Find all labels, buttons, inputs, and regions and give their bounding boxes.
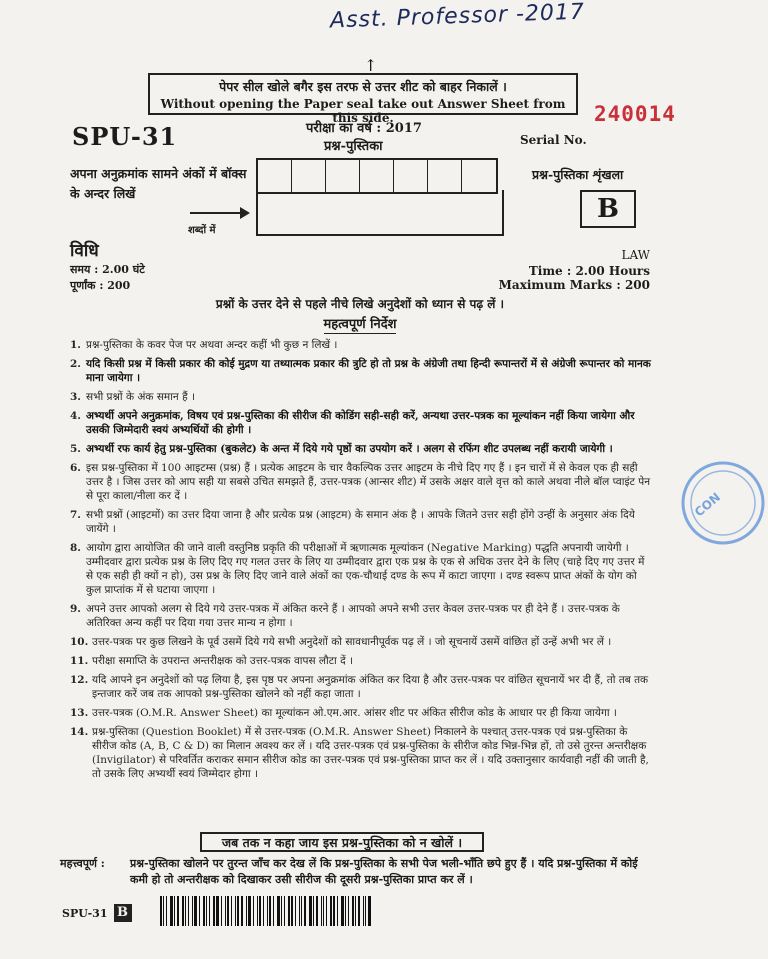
instruction-text: अभ्यर्थी अपने अनुक्रमांक, विषय एवं प्रश्न-पुस्तिका की सीरीज की कोडिंग सही-सही करें, अन्यथा उत्तर-पत्रक का मूल्यांकन नहीं किया जायेगा और उसकी जिम्मेदारी स्वयं अभ्यर्थियों की होगी । xyxy=(86,410,635,436)
barcode-bar xyxy=(288,896,290,926)
instruction-text: परीक्षा समाप्ति के उपरान्त अन्तरीक्षक को उत्तर-पत्रक वापस लौटा दें । xyxy=(92,655,353,667)
barcode-bar xyxy=(163,896,164,926)
instruction-text: आयोग द्वारा आयोजित की जाने वाली वस्तुनिष्ठ प्रकृति की परीक्षाओं में ऋणात्मक मूल्यांकन (Negative Marking) पद्धति अपनायी जायेगी । उम्मीदवार द्वारा प्रत्येक प्रश्न के लिए दिए गए गलत उत्तर के लिए या उम्मीदवार द्वारा एक प्रश्न के एक से अधिक उत्तर देने के लिए (चाहे दिए गए उत्तर में से एक सही ही क्यों न हो), उस प्रश्न के लिए दिए जाने वाले अंकों का एक-चौथाई दण्ड के रूप में काटा जाएगा । दण्ड स्वरूप प्राप्त अंकों के योग को कुल प्राप्तांक में से घटाया जाएगा । xyxy=(86,542,645,596)
barcode-bar xyxy=(237,896,239,926)
instruction-item xyxy=(70,442,654,456)
instruction-number: 4. xyxy=(70,410,81,422)
instruction-number: 13. xyxy=(70,707,89,719)
instruction-number: 9. xyxy=(70,603,81,615)
instruction-item xyxy=(70,338,654,352)
barcode-bar xyxy=(345,896,346,926)
barcode-bar xyxy=(177,896,179,926)
footer-series-badge: B xyxy=(114,904,132,922)
barcode-bar xyxy=(203,896,205,926)
barcode-bar xyxy=(330,896,332,926)
instruction-number: 10. xyxy=(70,636,89,648)
barcode-bar xyxy=(291,896,293,926)
roll-number-instruction: अपना अनुक्रमांक सामने अंकों में बॉक्स के अन्दर लिखें xyxy=(70,166,247,201)
barcode-bar xyxy=(192,896,193,926)
instruction-item xyxy=(70,461,654,503)
barcode-bar xyxy=(316,896,318,926)
roll-digit-box[interactable] xyxy=(292,160,326,192)
barcode-bar xyxy=(358,896,360,926)
paper-code: SPU-31 xyxy=(72,122,178,151)
barcode-bar xyxy=(174,896,175,926)
instructions-heading xyxy=(0,314,720,332)
barcode-bar xyxy=(284,896,285,926)
instruction-text: यदि किसी प्रश्न में किसी प्रकार की कोई मुद्रण या तथ्यात्मक प्रकार की त्रुटि हो तो प्रश्न के अंग्रेजी तथा हिन्दी रूपान्तरों में से अंग्रेजी रूपान्तर को मानक माना जायेगा । xyxy=(86,358,651,384)
booklet-label: प्रश्न-पुस्तिका xyxy=(324,139,383,154)
handwritten-note: Asst. Professor -2017 xyxy=(329,0,586,34)
barcode-bar xyxy=(227,896,229,926)
barcode-bar xyxy=(295,896,296,926)
time-english: Time : 2.00 Hours xyxy=(528,264,650,278)
instruction-number: 6. xyxy=(70,462,81,474)
barcode-bar xyxy=(209,896,210,926)
instruction-item xyxy=(70,541,654,597)
arrow-head-icon xyxy=(240,207,250,219)
barcode-bar xyxy=(246,896,247,926)
barcode-bar xyxy=(185,896,186,926)
barcode-bar xyxy=(277,896,280,926)
instruction-number: 14. xyxy=(70,726,89,738)
barcode-bar xyxy=(263,896,264,926)
instruction-text: अभ्यर्थी रफ कार्य हेतु प्रश्न-पुस्तिका (बुकलेट) के अन्त में दिये गये पृष्ठों का उपयोग करें । अलग से रफिंग शीट उपलब्ध नहीं करायी जायेगी । xyxy=(86,443,613,455)
barcode-bar xyxy=(160,896,162,926)
instruction-item xyxy=(70,390,654,404)
barcode-bar xyxy=(231,896,232,926)
arrow-up-icon: ↑ xyxy=(364,56,378,75)
instructions-heading-text: महत्वपूर्ण निर्देश xyxy=(323,317,397,332)
barcode-bar xyxy=(199,896,200,926)
barcode-bar xyxy=(259,896,261,926)
roll-digit-box[interactable] xyxy=(360,160,394,192)
marks-english: Maximum Marks : 200 xyxy=(498,278,650,292)
barcode-bar xyxy=(368,896,371,926)
subject-english: LAW xyxy=(621,248,650,262)
barcode-bar xyxy=(352,896,354,926)
instruction-item xyxy=(70,409,654,437)
subject-hindi: विधि xyxy=(70,241,99,261)
important-note-label: महत्त्वपूर्ण : xyxy=(60,857,105,870)
barcode-bar xyxy=(299,896,300,926)
barcode-bar xyxy=(348,896,349,926)
instruction-item xyxy=(70,654,654,668)
roll-digit-box[interactable] xyxy=(428,160,462,192)
barcode-bar xyxy=(216,896,219,926)
instructions-list xyxy=(70,338,654,786)
booklet-series-box: B xyxy=(580,190,636,228)
instruction-text: इस प्रश्न-पुस्तिका में 100 आइटम्स (प्रश्न) हैं । प्रत्येक आइटम के चार वैकल्पिक उत्तर आइटम के नीचे दिए गए हैं । इन चारों में से केवल एक ही सही उत्तर है । जिस उत्तर को आप सही या सबसे उचित समझते हैं, उत्तर-पत्रक (आन्सर शीट) में उसके अक्षर वाले वृत्त को काले अथवा नीले बॉल प्वाइंट पेन से पूरा काला/नीला कर दें । xyxy=(86,462,651,502)
exam-year: परीक्षा का वर्ष : 2017 xyxy=(306,121,422,136)
important-note-text: प्रश्न-पुस्तिका खोलने पर तुरन्त जाँच कर देख लें कि प्रश्न-पुस्तिका के सभी पेज भली-भाँति छपे हुए हैं । यदि प्रश्न-पुस्तिका में कोई कमी हो तो अन्तरीक्षक को दिखाकर उसी सीरीज की दूसरी प्रश्न-पुस्तिका प्राप्त कर लें । xyxy=(130,857,638,886)
instruction-text: सभी प्रश्नों के अंक समान हैं । xyxy=(86,391,195,403)
barcode-bar xyxy=(221,896,222,926)
barcode-bar xyxy=(326,896,327,926)
pre-instructions-note: प्रश्नों के उत्तर देने से पहले नीचे लिखे अनुदेशों को ध्यान से पढ़ लें । xyxy=(215,297,505,311)
seal-notice-box xyxy=(148,73,578,125)
footer-code-text: SPU-31 xyxy=(62,906,108,920)
instruction-number: 2. xyxy=(70,358,81,370)
instruction-number: 8. xyxy=(70,542,81,554)
barcode-bar xyxy=(166,896,167,926)
barcode-bar xyxy=(170,896,173,926)
barcode-bar xyxy=(248,896,251,926)
instruction-item xyxy=(70,725,654,781)
barcode-bar xyxy=(313,896,314,926)
instruction-text: उत्तर-पत्रक (O.M.R. Answer Sheet) का मूल्यांकन ओ.एम.आर. आंसर शीट पर अंकित सीरीज कोड के आधार पर ही किया जायेगा । xyxy=(92,707,617,719)
circular-seal-stamp xyxy=(678,458,768,548)
barcode-bar xyxy=(337,896,338,926)
barcode-bar xyxy=(281,896,282,926)
barcode-bar xyxy=(355,896,356,926)
instruction-text: उत्तर-पत्रक पर कुछ लिखने के पूर्व उसमें दिये गये सभी अनुदेशों को सावधानीपूर्वक पढ़ लें । जो सूचनायें उसमें वांछित हों उन्हें अभी भर लें । xyxy=(92,636,612,648)
barcode-bar xyxy=(253,896,254,926)
barcode-bar xyxy=(188,896,189,926)
barcode-bar xyxy=(341,896,344,926)
roll-digit-box[interactable] xyxy=(258,160,292,192)
barcode-bar xyxy=(194,896,197,926)
time-hindi: समय : 2.00 घंटे xyxy=(70,263,145,276)
roll-digit-box[interactable] xyxy=(394,160,428,192)
footer-paper-code xyxy=(62,904,132,922)
do-not-open-notice: जब तक न कहा जाय इस प्रश्न-पुस्तिका को न खोलें । xyxy=(200,832,484,852)
barcode-bar xyxy=(235,896,236,926)
roll-digit-box[interactable] xyxy=(326,160,360,192)
barcode-bar xyxy=(241,896,243,926)
barcode-bar xyxy=(304,896,306,926)
barcode-bar xyxy=(273,896,274,926)
barcode-bar xyxy=(309,896,312,926)
barcode-bar xyxy=(225,896,226,926)
barcode-bar xyxy=(333,896,335,926)
instruction-text: प्रश्न-पुस्तिका के कवर पेज पर अथवा अन्दर कहीं भी कुछ न लिखें । xyxy=(86,339,338,351)
barcode-bar xyxy=(365,896,366,926)
seal-notice-english: Without opening the Paper seal take out Answer Sheet from this side. xyxy=(160,97,566,125)
roll-number-words-box[interactable] xyxy=(256,190,504,236)
instruction-item xyxy=(70,602,654,630)
barcode-bar xyxy=(257,896,258,926)
barcode xyxy=(160,896,374,926)
barcode-bar xyxy=(182,896,184,926)
barcode-bar xyxy=(301,896,302,926)
barcode-bar xyxy=(321,896,322,926)
instruction-number: 7. xyxy=(70,509,81,521)
barcode-bar xyxy=(363,896,364,926)
booklet-series-label: प्रश्न-पुस्तिका शृंखला xyxy=(532,167,624,182)
roll-number-digit-boxes[interactable] xyxy=(256,158,498,194)
instruction-item xyxy=(70,673,654,701)
instruction-text: अपने उत्तर आपको अलग से दिये गये उत्तर-पत्रक में अंकित करने हैं । आपको अपने सभी उत्तर केवल उत्तर-पत्रक पर ही देने हैं । उत्तर-पत्रक के अतिरिक्त अन्य कहीं पर दिया गया उत्तर मान्य न होगा । xyxy=(86,603,620,629)
serial-number: 240014 xyxy=(594,102,676,126)
barcode-bar xyxy=(213,896,215,926)
barcode-bar xyxy=(269,896,271,926)
barcode-bar xyxy=(206,896,207,926)
arrow-right-icon xyxy=(190,212,242,214)
instruction-number: 5. xyxy=(70,443,81,455)
barcode-bar xyxy=(267,896,268,926)
roll-digit-box[interactable] xyxy=(462,160,496,192)
instruction-number: 11. xyxy=(70,655,89,667)
instruction-item xyxy=(70,635,654,649)
serial-no-label: Serial No. xyxy=(520,133,587,147)
instruction-number: 1. xyxy=(70,339,81,351)
instruction-item xyxy=(70,357,654,385)
stamp-text: CON xyxy=(691,490,724,520)
instruction-text: प्रश्न-पुस्तिका (Question Booklet) में से उत्तर-पत्रक (O.M.R. Answer Sheet) निकालने के पश्चात् उत्तर-पत्रक एवं प्रश्न-पुस्तिका के सीरीज कोड (A, B, C & D) का मिलान अवश्य कर लें । यदि उत्तर-पत्रक एवं प्रश्न-पुस्तिका के सीरीज कोड भिन्न-भिन्न हों, तो उसे तुरन्त अन्तरीक्षक (Invigilator) से परिवर्तित कराकर समान सीरीज कोड का उत्तर-पत्रक एवं प्रश्न-पुस्तिका प्राप्त कर लें । यदि उक्तानुसार कार्यवाही नहीं की जाती है, तो उसके लिए अभ्यर्थी स्वयं जिम्मेदार होगा । xyxy=(92,726,649,780)
instruction-number: 12. xyxy=(70,674,89,686)
in-words-label: शब्दों में xyxy=(188,225,216,236)
barcode-bar xyxy=(323,896,324,926)
instruction-text: यदि आपने इन अनुदेशों को पढ़ लिया है, इस पृष्ठ पर अपना अनुक्रमांक अंकित कर दिया है और उत्तर-पत्रक पर वांछित सूचनायें भर दी हैं, तो तब तक इन्तजार करें जब तक आपको प्रश्न-पुस्तिका खोलने को नहीं कहा जाता । xyxy=(92,674,649,700)
marks-hindi: पूर्णांक : 200 xyxy=(70,279,131,292)
instruction-text: सभी प्रश्नों (आइटमों) का उत्तर दिया जाना है और प्रत्येक प्रश्न (आइटम) के समान अंक है । आपके जितने उत्तर सही होंगे उन्हीं के अनुसार अंक दिये जायेंगे । xyxy=(86,509,635,535)
seal-notice-hindi: पेपर सील खोले बगैर इस तरफ से उत्तर शीट को बाहर निकालें । xyxy=(219,79,507,94)
instruction-item xyxy=(70,508,654,536)
instruction-item xyxy=(70,706,654,720)
instruction-number: 3. xyxy=(70,391,81,403)
